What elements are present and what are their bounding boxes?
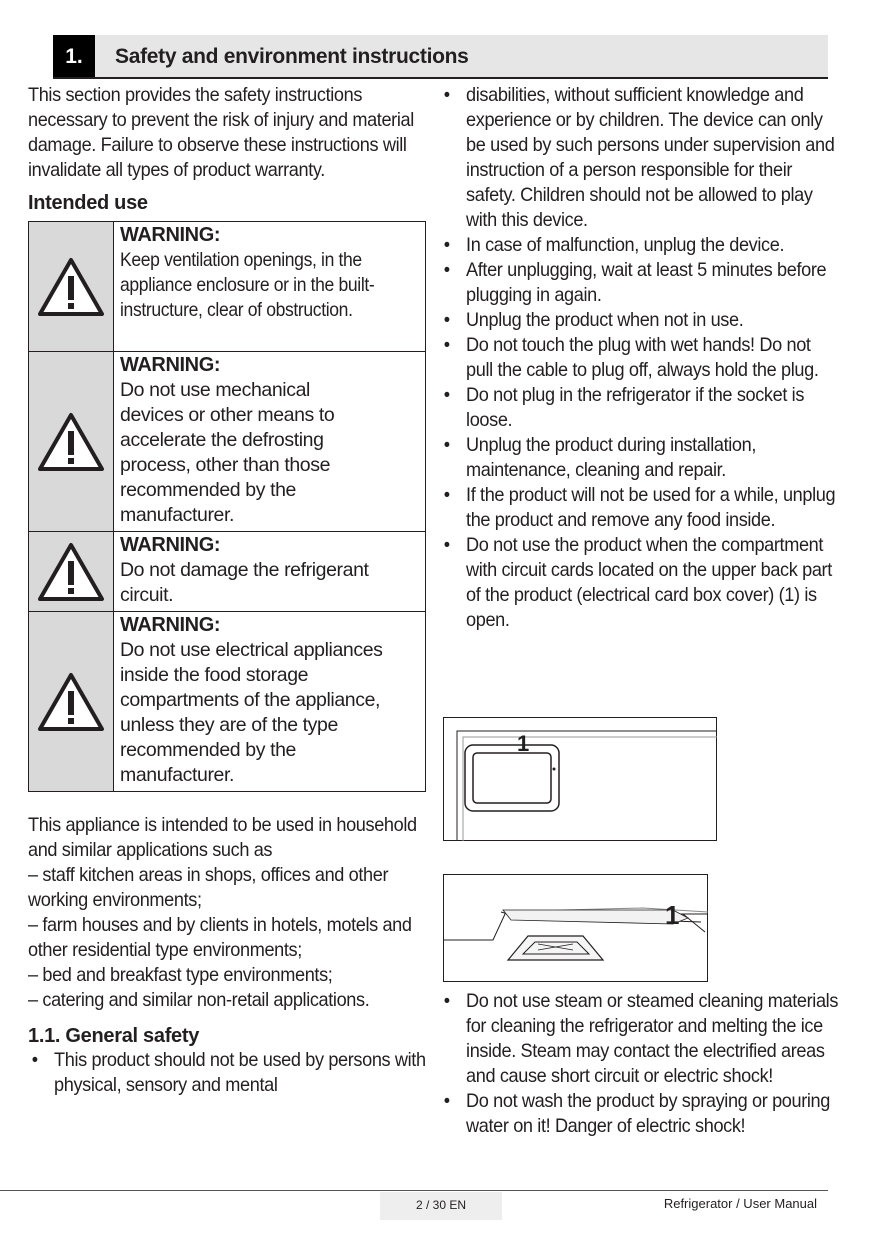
warning-label: WARNING: (120, 354, 221, 376)
bullet-continuation: • disabilities, without sufficient knowledge and experience or by children. The device can only be used by such persons under supervision and instruction of a person responsible for their safety. Children should not be allowed to play with this device. (440, 83, 840, 233)
warning-triangle-icon (36, 411, 106, 473)
intro-paragraph: This section provides the safety instructions necessary to prevent the risk of injury and material damage. Failure to observe these instructions will invalidate all types of product warranty. (28, 84, 414, 181)
section-number: 1. (53, 35, 95, 77)
bullet-item: • After unplugging, wait at least 5 minutes before plugging in again. (440, 258, 840, 308)
bullet-item: • Do not use the product when the compartment with circuit cards located on the upper back part of the product (electrical card box cover) (1) is open. (440, 533, 840, 633)
callout-number: 1 (665, 900, 680, 930)
warning-triangle-icon (36, 541, 106, 603)
general-safety-list (440, 83, 840, 633)
section-title: Safety and environment instructions (115, 45, 469, 68)
warning-text-cell (114, 532, 426, 612)
bullet-item: • In case of malfunction, unplug the device. (440, 233, 840, 258)
warning-label: WARNING: (120, 534, 221, 556)
general-safety-list-cont (440, 989, 840, 1139)
bullet-item: • If the product will not be used for a while, unplug the product and remove any food inside. (440, 483, 840, 533)
warning-text-cell (114, 612, 426, 792)
warning-icon-cell (29, 352, 114, 532)
warning-text-cell (114, 352, 426, 532)
warning-row (29, 222, 426, 352)
warning-triangle-icon (36, 671, 106, 733)
card-box-figure-top (443, 717, 717, 841)
usage-line: – staff kitchen areas in shops, offices and other working environments; (28, 864, 389, 911)
general-safety-heading: 1.1. General safety (28, 1025, 200, 1047)
warning-row (29, 532, 426, 612)
callout-number: 1 (517, 731, 530, 756)
warning-icon-cell (29, 532, 114, 612)
bullet-item: • This product should not be used by persons with physical, sensory and mental (28, 1048, 437, 1098)
warning-text: Do not use mechanical devices or other means to accelerate the defrosting process, other than those recommended by the manufacturer. (120, 379, 335, 526)
warning-label: WARNING: (120, 614, 221, 636)
bullet-item: • Unplug the product during installation, maintenance, cleaning and repair. (440, 433, 840, 483)
warning-triangle-icon (36, 256, 106, 318)
usage-line: – bed and breakfast type environments; (28, 964, 333, 986)
usage-line: – farm houses and by clients in hotels, motels and other residential type environments; (28, 914, 412, 961)
bullet-item: • Unplug the product when not in use. (440, 308, 840, 333)
bullet-item: • Do not use steam or steamed cleaning materials for cleaning the refrigerator and melting the ice inside. Steam may contact the electrified areas and cause short circuit or electric shock! (440, 989, 840, 1089)
bullet-item: • Do not plug in the refrigerator if the socket is loose. (440, 383, 840, 433)
right-column (440, 83, 865, 633)
warning-text: Keep ventilation openings, in the appliance enclosure or in the built-instructure, clear of obstruction. (120, 249, 375, 321)
warning-icon-cell (29, 222, 114, 352)
warning-text: Do not damage the refrigerant circuit. (120, 559, 369, 606)
bullet-item: • Do not touch the plug with wet hands! Do not pull the cable to plug off, always hold the plug. (440, 333, 840, 383)
card-box-figure-bottom (443, 874, 708, 982)
warnings-table (28, 221, 426, 792)
bullet-item: • Do not wash the product by spraying or pouring water on it! Danger of electric shock! (440, 1089, 840, 1139)
warning-icon-cell (29, 612, 114, 792)
left-column (28, 83, 458, 1098)
page-number: 2 / 30 EN (380, 1192, 502, 1220)
warning-text-cell (114, 222, 426, 352)
warning-label: WARNING: (120, 224, 221, 246)
warning-row (29, 612, 426, 792)
warning-row (29, 352, 426, 532)
warning-text: Do not use electrical appliances inside the food storage compartments of the appliance, unless they are of the type recommended by the manufacturer. (120, 639, 383, 786)
footer-document-title: Refrigerator / User Manual (663, 1196, 817, 1211)
refrigerator-back-illustration (443, 717, 717, 841)
intended-use-heading: Intended use (28, 192, 148, 214)
intended-use-text (28, 813, 437, 1013)
section-header (53, 35, 828, 79)
footer-rule (0, 1190, 828, 1191)
usage-line: – catering and similar non-retail applications. (28, 989, 370, 1011)
usage-line: This appliance is intended to be used in household and similar applications such as (28, 814, 417, 861)
general-safety-list-start (28, 1048, 437, 1098)
